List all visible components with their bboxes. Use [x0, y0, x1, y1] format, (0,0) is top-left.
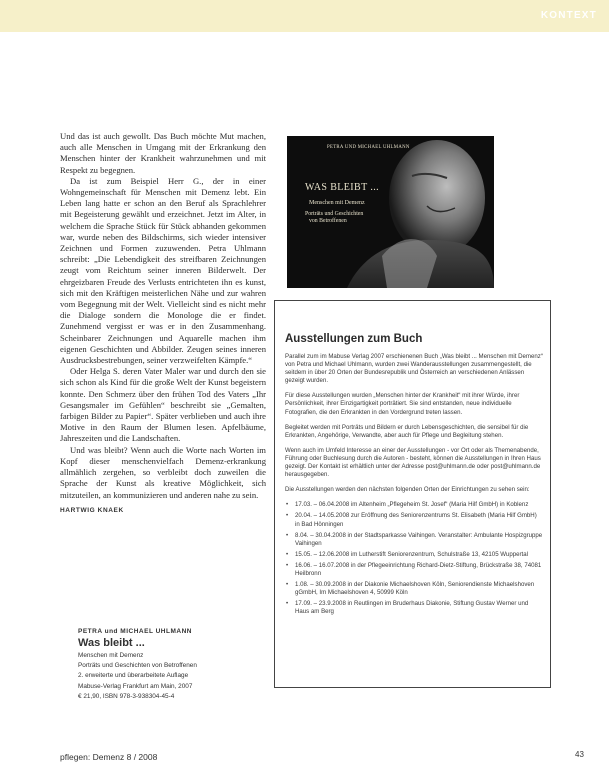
section-header-bar: [0, 0, 609, 32]
article-column: [60, 131, 266, 514]
sidebar-paragraph: Begleitet werden mit Porträts und Bildern er durch Lebensgeschichten, die sensibel für die Erkrankten, Angehörige, Verwandte, aber auch für Pflege und Begleitung stehen.: [285, 423, 529, 439]
cover-title: WAS BLEIBT ...: [305, 182, 380, 193]
page-number: 43: [575, 750, 584, 759]
article-paragraph: Oder Helga S. deren Vater Maler war und durch den sie sich schon als Kind für die große Welt der Kunst begeistern konnte. Den Schmerz über den frühen Tod des Vaters „Ihr Gesangsmaler im Gefühlen“ beschreibt sie „Gemalten, farbigen Bilder zu Papier“. Später verblieben und auch ihre Motive in den Raum der Blumen lesen. Apfelbäume, Jahreszeiten und die Landschaften.: [60, 366, 266, 444]
book-detail: 2. erweiterte und überarbeitete Auflage: [78, 672, 189, 680]
event-item: • 20.04. – 14.05.2008 zur Eröffnung des Seniorenzentrums St. Elisabeth (Maria Hilf GmbH) in Bad Hönningen: [295, 512, 543, 528]
event-item: • 1.08. – 30.09.2008 in der Diakonie Michaelshoven Köln, Seniorendienste Michaelshoven gGmbH, Im Michaelshoven 4, 50999 Köln: [295, 581, 543, 597]
cover-subtitle: Menschen mit Demenz: [309, 200, 365, 206]
article-paragraph: Da ist zum Beispiel Herr G., der in einer Wohngemeinschaft für Menschen mit Demenz lebt. Ein Leben lang hatte er schon an den Beruf als Sprachlehrer mit Begeisterung gewählt und erzeichnet. Jetzt im Alter, in welchem die Sprache Stück für Stück abhanden gekommen war, wurde neben des Bildschirms, sich wieder intensiver Zeichnen und Formen zuzuwenden. Petra Uhlmann schreibt: „Die Lebendigkeit des streifbaren Zeichnungen zeugt vom Reichtum seiner inneren Bilderwelt. Der ehrgeizbaren Freude des Verlusts entrichteten ihn es kunst, sich mit den Kräftigen meisterlichen Nähe und zur wahren vom Begegnung mit der Welt. Vielleicht sind es nicht mehr die Dialoge sondern die Monologe die er findet. Zunehmend vergisst er was er in den Zusammenhang. Scheinbarer Zeichnungen und Aquarelle machen ihm eigenen Geschichten und Abbilder. Zeugen seines inneren Ausdrucksbestrebungen, seiner verzweifelten Kämpfe.“: [60, 175, 266, 366]
sidebar-paragraph: Für diese Ausstellungen wurden „Menschen hinter der Krankheit“ mit ihrer Würde, ihrer Persönlichkeit, ihrer Einzigartigkeit porträtiert. Sie sind entstanden, neue individuelle Fotografien, die den Erkrankten in den Vordergrund treten lassen.: [285, 392, 520, 416]
exhibitions-sidebar: [274, 300, 551, 688]
author-byline: HARTWIG KNAEK: [60, 506, 124, 514]
book-cover-photo: [287, 136, 494, 288]
book-detail: Porträts und Geschichten von Betroffenen: [78, 662, 197, 670]
event-item: • 16.06. – 16.07.2008 in der Pflegeeinrichtung Richard-Dietz-Stiftung, Brückstraße 38, 74081 Heilbronn: [295, 562, 543, 578]
journal-footer: pflegen: Demenz 8 / 2008: [60, 752, 158, 762]
cover-subtitle: von Betroffenen: [309, 218, 347, 224]
event-item: • 8.04. – 30.04.2008 in der Stadtsparkasse Vaihingen. Veranstalter: Ambulante Hospizgruppe Vaihingen: [295, 532, 543, 548]
sidebar-paragraph: Parallel zum im Mabuse Verlag 2007 erschienenen Buch „Was bleibt ... Menschen mit Demenz“ von Petra und Michael Uhlmann, wurden zwei Wanderausstellungen zusammengestellt, die seitdem in über 20 Orten der Bundesrepublik und Österreich an verschiedenen Anlässen gezeigt wurden.: [285, 353, 543, 385]
cover-authors: PETRA UND MICHAEL UHLMANN: [327, 145, 410, 150]
article-paragraph: Und was bleibt? Wenn auch die Worte nach Worten im Kopf dieser menschenvielfach Demenz-erkrankung allmählich zergehen, so verbleibt doch zuweilen die Sprache der Kunst als kreative Möglichkeit, sich mitzuteilen, an kommunizieren und anderen nahe zu sein.: [60, 444, 266, 500]
article-body: [60, 131, 266, 501]
sidebar-paragraph: Die Ausstellungen werden den nächsten folgenden Orten der Einrichtungen zu sehen sein:: [285, 486, 530, 494]
book-authors: PETRA und MICHAEL UHLMANN: [78, 628, 192, 635]
book-title: Was bleibt ...: [78, 637, 145, 649]
cover-subtitle: Porträts und Geschichten: [305, 211, 364, 217]
event-item: • 17.09. – 23.9.2008 in Reutlingen im Bruderhaus Diakonie, Stiftung Gustav Werner und Haus am Berg: [295, 600, 543, 616]
sidebar-content: [285, 353, 543, 619]
book-info: [78, 628, 258, 702]
event-list: [285, 501, 543, 616]
book-detail: Menschen mit Demenz: [78, 652, 144, 659]
article-paragraph: Und das ist auch gewollt. Das Buch möchte Mut machen, auch alle Menschen in Umgang mit der Erkrankung den Menschen hinter der Krankheit wahrzunehmen und mit Respekt zu begegnen.: [60, 131, 266, 175]
book-detail: € 21,90, ISBN 978-3-938304-45-4: [78, 692, 175, 700]
sidebar-heading: Ausstellungen zum Buch: [285, 333, 423, 345]
event-item: • 17.03. – 06.04.2008 im Altenheim „Pflegeheim St. Josef“ (Maria Hilf GmbH) in Koblenz: [295, 501, 543, 509]
book-detail: Mabuse-Verlag Frankfurt am Main, 2007: [78, 682, 193, 690]
sidebar-paragraph: Wenn auch im Umfeld Interesse an einer der Ausstellungen - vor Ort oder als Themenabende, Führung oder Buchlesung durch die Autoren - besteht, können die Ausstellungen in Ihren Haus gezeigt. Der Kontakt ist erhältlich unter der Adresse post@uhlmann.de oder post@uhlmann.de herausgegeben.: [285, 446, 541, 479]
event-item: • 15.05. – 12.06.2008 im Lutherstift Seniorenzentrum, Schulstraße 13, 42105 Wuppertal: [295, 551, 543, 559]
section-tag: KONTEXT: [540, 10, 597, 21]
